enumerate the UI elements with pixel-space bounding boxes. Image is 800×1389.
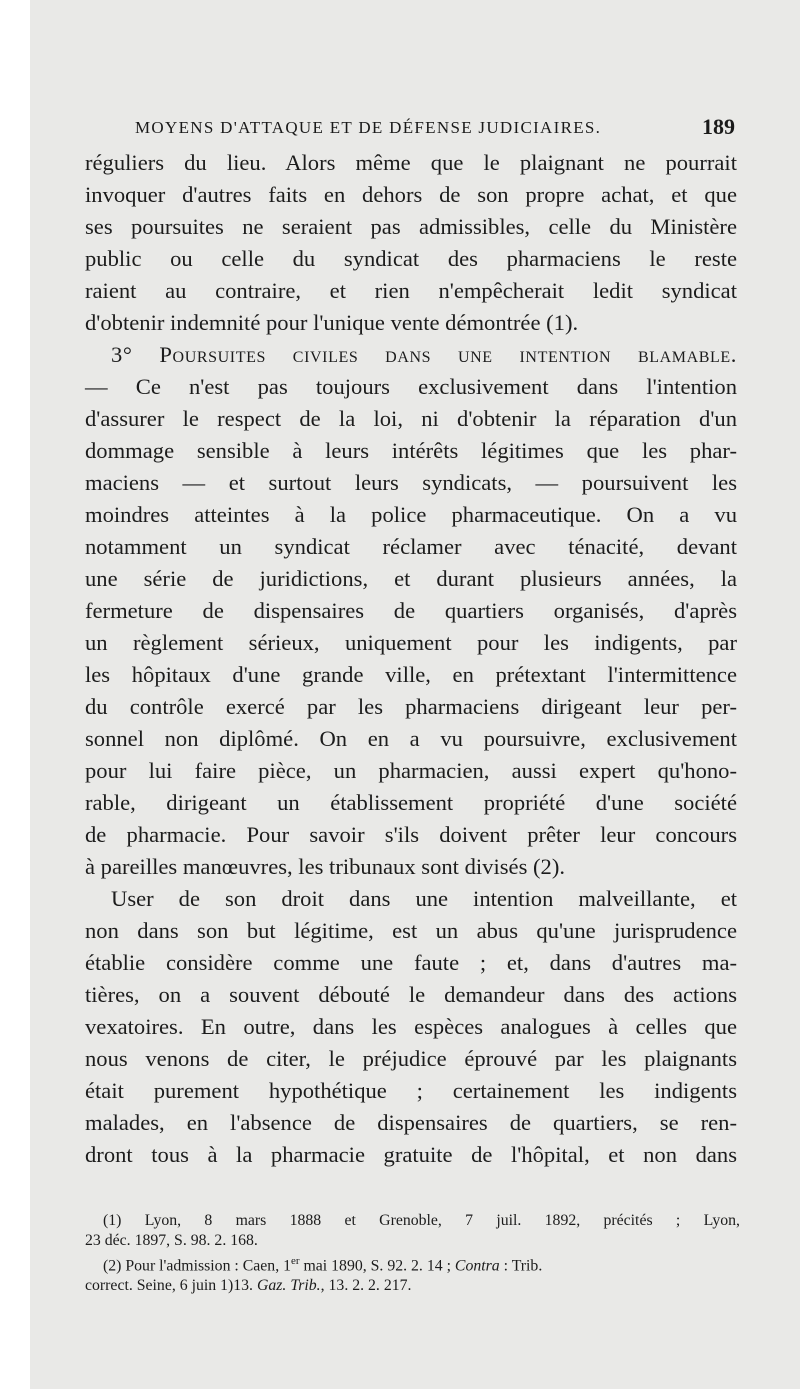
text-line: était purement hypothétique ; certainement les indigents [85,1078,737,1103]
text-line: — Ce n'est pas toujours exclusivement dans l'intention [85,374,737,399]
text-line: rable, dirigeant un établissement propriété d'une société [85,790,737,815]
text-line: réguliers du lieu. Alors même que le plaignant ne pourrait [85,150,737,175]
text-line: d'assurer le respect de la loi, ni d'obtenir la réparation d'un [85,406,737,431]
footnote-1-cont: 23 déc. 1897, S. 98. 2. 168. [85,1232,258,1249]
footnote-2 [85,1251,740,1276]
text-line: ses poursuites ne seraient pas admissibles, celle du Ministère [85,214,737,239]
text-line: notamment un syndicat réclamer avec ténacité, devant [85,534,737,559]
text-line: fermeture de dispensaires de quartiers organisés, d'après [85,598,737,623]
footnote-2-text-a: (2) Pour l'admission : Caen, 1 [103,1257,292,1275]
text-line: raient au contraire, et rien n'empêcherait ledit syndicat [85,278,737,303]
text-line: établie considère comme une faute ; et, dans d'autres ma- [85,950,737,975]
text-line: à pareilles manœuvres, les tribunaux sont divisés (2). [85,854,566,879]
text-line: non dans son but légitime, est un abus qu'une jurisprudence [85,918,737,943]
text-line: d'obtenir indemnité pour l'unique vente démontrée (1). [85,310,579,335]
text-line: sonnel non diplômé. On en a vu poursuivre, exclusivement [85,726,737,751]
text-line: malades, en l'absence de dispensaires de quartiers, se ren- [85,1110,737,1135]
text-line: User de son droit dans une intention malveillante, et [111,886,737,911]
text-line: dommage sensible à leurs intérêts légitimes que les phar- [85,438,737,463]
footnote-2-cont [85,1276,740,1296]
running-header [135,114,735,144]
text-line: les hôpitaux d'une grande ville, en prétextant l'intermittence [85,662,737,687]
text-line: pour lui faire pièce, un pharmacien, aussi expert qu'hono- [85,758,737,783]
text-line: du contrôle exercé par les pharmaciens dirigeant leur per- [85,694,737,719]
text-line: nous venons de citer, le préjudice éprouvé par les plaignants [85,1046,737,1071]
text-line: public ou celle du syndicat des pharmaciens le reste [85,246,737,271]
text-line: de pharmacie. Pour savoir s'ils doivent prêter leur concours [85,822,737,847]
footnote-2-text-b: mai 1890, S. 92. 2. 14 ; [299,1257,455,1275]
text-line: dront tous à la pharmacie gratuite de l'hôpital, et non dans [85,1142,737,1167]
text-line: un règlement sérieux, uniquement pour les indigents, par [85,630,737,655]
footnote-2-text-d: correct. Seine, 6 juin 1)13. [85,1277,257,1295]
footnote-2-text-c: : Trib. [499,1257,543,1275]
page-body [85,147,737,1171]
text-line: tières, on a souvent débouté le demandeur dans des actions [85,982,737,1007]
footnote-2-superscript: er [291,1255,300,1267]
footnote-2-contra: Contra [454,1257,500,1275]
text-line: vexatoires. En outre, dans les espèces analogues à celles que [85,1014,737,1039]
text-line: maciens — et surtout leurs syndicats, — poursuivent les [85,470,737,495]
text-line: invoquer d'autres faits en dehors de son propre achat, et que [85,182,737,207]
running-head-title: MOYENS D'ATTAQUE ET DE DÉFENSE JUDICIAIRES. [135,118,602,137]
footnote-2-text-e: , 13. 2. 2. 217. [320,1277,412,1295]
page-number: 189 [702,114,735,139]
footnotes [85,1211,740,1296]
section-heading: 3° Poursuites civiles dans une intention blamable. [111,342,737,367]
footnote-1-line-1: (1) Lyon, 8 mars 1888 et Grenoble, 7 juil. 1892, précités ; Lyon, [103,1212,740,1229]
footnote-1 [85,1211,740,1231]
footnote-2-journal: Gaz. Trib. [256,1277,321,1295]
text-line: moindres atteintes à la police pharmaceutique. On a vu [85,502,737,527]
text-line: une série de juridictions, et durant plusieurs années, la [85,566,737,591]
